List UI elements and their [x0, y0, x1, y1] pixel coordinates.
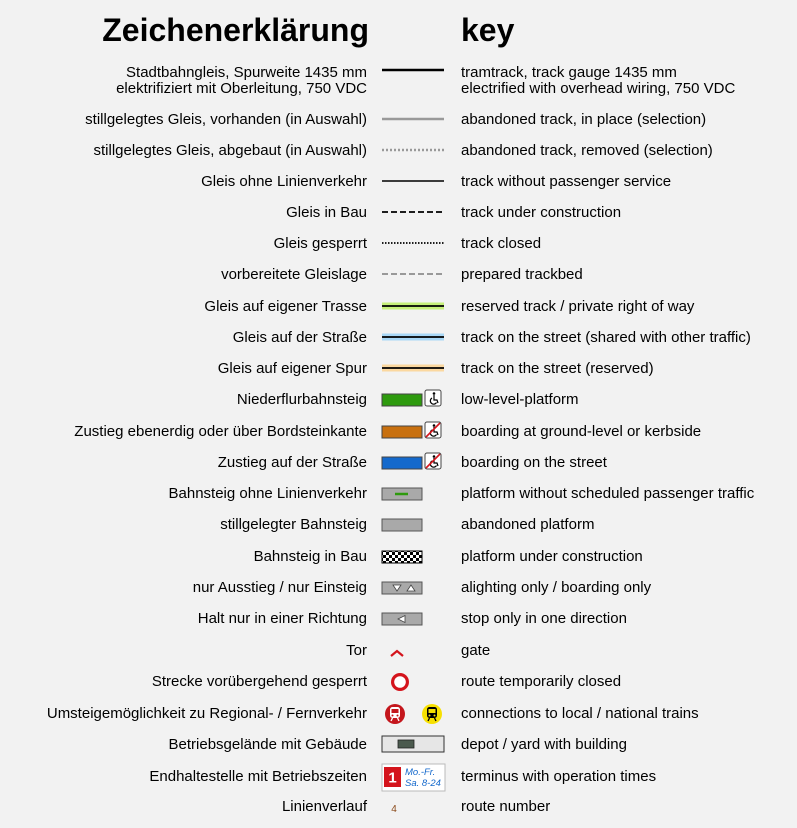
- legend-row-route-number: [0, 796, 797, 818]
- gray-dotted-line-icon: [380, 140, 448, 162]
- solid-thick-line-icon: [380, 62, 448, 100]
- german-label: nur Ausstieg / nur Einsteig: [192, 579, 367, 596]
- legend-row-prepared: [0, 264, 797, 286]
- title-english: key: [461, 12, 515, 48]
- green-glow-line-icon: [380, 296, 448, 318]
- english-label: route number: [461, 798, 551, 815]
- english-label: track closed: [461, 235, 542, 252]
- german-label: Tor: [346, 642, 367, 659]
- english-label: abandoned track, removed (selection): [461, 142, 713, 159]
- title-german: Zeichenerklärung: [102, 12, 369, 48]
- english-label: reserved track / private right of way: [461, 298, 695, 315]
- german-label: Zustieg auf der Straße: [217, 454, 367, 471]
- legend-row-connections: [0, 702, 797, 726]
- german-label: Bahnsteig ohne Linienverkehr: [168, 485, 367, 502]
- dotted-line-icon: [380, 233, 448, 255]
- german-label: Halt nur in einer Richtung: [197, 610, 367, 627]
- german-label: Bahnsteig in Bau: [253, 548, 367, 565]
- gray-dashed-line-icon: [380, 264, 448, 286]
- english-label: abandoned track, in place (selection): [461, 111, 707, 128]
- english-label: prepared trackbed: [461, 266, 583, 283]
- german-label: Gleis in Bau: [286, 204, 367, 221]
- legend-row-low-level: [0, 389, 797, 411]
- german-label: Zustieg ebenerdig oder über Bordsteinkante: [74, 423, 367, 440]
- german-label: Gleis auf eigener Spur: [217, 360, 367, 377]
- english-label: low-level-platform: [461, 391, 579, 408]
- legend-row-platform-construction: [0, 546, 797, 568]
- legend-row-reserved: [0, 296, 797, 318]
- terminus-saturday-hours: Sa. 8-24: [405, 778, 441, 789]
- english-label: gate: [461, 642, 491, 659]
- national-train-icon: [422, 704, 442, 724]
- legend-row-ground-level: [0, 421, 797, 443]
- german-label: Gleis auf eigener Trasse: [204, 298, 367, 315]
- english-label: platform without scheduled passenger traffic: [461, 485, 755, 502]
- terminus-badge-icon: [380, 763, 448, 791]
- orange-glow-line-icon: [380, 358, 448, 380]
- orange-platform-no-wheelchair-icon: [380, 421, 448, 443]
- legend-row-temp-closed: [0, 671, 797, 693]
- checkered-platform-icon: [380, 546, 448, 568]
- english-label: connections to local / national trains: [461, 705, 699, 722]
- english-label: boarding at ground-level or kerbside: [461, 423, 702, 440]
- german-label: vorbereitete Gleislage: [221, 266, 367, 283]
- english-label: stop only in one direction: [461, 610, 627, 627]
- legend-row-no-service: [0, 171, 797, 193]
- english-label: track without passenger service: [461, 173, 672, 190]
- german-label: stillgelegtes Gleis, vorhanden (in Auswahl): [85, 111, 367, 128]
- platform-triangles-icon: [380, 577, 448, 599]
- train-connection-icons: [380, 702, 448, 726]
- legend-row-platform-abandoned: [0, 514, 797, 536]
- german-label: Gleis gesperrt: [273, 235, 367, 252]
- legend-row-platform-no-service: [0, 483, 797, 505]
- legend-row-one-direction: [0, 608, 797, 630]
- german-label: Stadtbahngleis, Spurweite 1435 mm elektrifiziert mit Oberleitung, 750 VDC: [116, 64, 367, 97]
- gate-icon: [380, 640, 448, 662]
- german-label: Betriebsgelände mit Gebäude: [168, 736, 367, 753]
- terminus-line-number: 1: [388, 769, 397, 787]
- regional-train-icon: [385, 704, 405, 724]
- german-label: Umsteigemöglichkeit zu Regional- / Fernverkehr: [46, 705, 367, 722]
- gray-platform-green-bar-icon: [380, 483, 448, 505]
- german-label: Linienverlauf: [281, 798, 367, 815]
- blue-platform-no-wheelchair-icon: [380, 452, 448, 474]
- green-platform-wheelchair-icon: [380, 389, 448, 411]
- platform-left-triangle-icon: [380, 608, 448, 630]
- legend-row-terminus: [0, 763, 797, 791]
- english-label: depot / yard with building: [461, 736, 627, 753]
- route-number-label: 4: [391, 804, 397, 815]
- gray-platform-icon: [380, 514, 448, 536]
- terminus-weekday-hours: Mo.-Fr.: [405, 767, 436, 778]
- english-label: alighting only / boarding only: [461, 579, 652, 596]
- english-label: track on the street (reserved): [461, 360, 654, 377]
- english-label: terminus with operation times: [461, 768, 657, 785]
- legend-row-gate: [0, 640, 797, 662]
- depot-building-icon: [380, 734, 448, 756]
- english-label: track under construction: [461, 204, 622, 221]
- german-label: Strecke vorübergehend gesperrt: [151, 673, 367, 690]
- legend-row-closed: [0, 233, 797, 255]
- english-label: boarding on the street: [461, 454, 607, 471]
- english-label: abandoned platform: [461, 516, 595, 533]
- german-label: Gleis auf der Straße: [232, 329, 367, 346]
- legend-row-under-construction: [0, 202, 797, 224]
- legend-row-boarding-street: [0, 452, 797, 474]
- legend-row-abandoned-in-place: [0, 109, 797, 131]
- legend-row-depot: [0, 734, 797, 756]
- german-label: Gleis ohne Linienverkehr: [201, 173, 367, 190]
- dashed-line-icon: [380, 202, 448, 224]
- english-label: platform under construction: [461, 548, 643, 565]
- english-label: route temporarily closed: [461, 673, 622, 690]
- route-number-icon: [380, 796, 448, 818]
- legend-row-tramtrack: [0, 62, 797, 100]
- thin-line-icon: [380, 171, 448, 193]
- german-label: stillgelegtes Gleis, abgebaut (in Auswahl): [93, 142, 367, 159]
- gray-line-icon: [380, 109, 448, 131]
- english-label: track on the street (shared with other traffic): [461, 329, 751, 346]
- german-label: Niederflurbahnsteig: [236, 391, 367, 408]
- legend-row-alighting-boarding: [0, 577, 797, 599]
- german-label: stillgelegter Bahnsteig: [220, 516, 367, 533]
- german-label: Endhaltestelle mit Betriebszeiten: [149, 768, 367, 785]
- legend-row-street: [0, 327, 797, 349]
- legend-row-own-lane: [0, 358, 797, 380]
- english-label: tramtrack, track gauge 1435 mm electrified with overhead wiring, 750 VDC: [461, 64, 736, 97]
- blue-glow-line-icon: [380, 327, 448, 349]
- legend-row-abandoned-removed: [0, 140, 797, 162]
- red-ring-icon: [380, 671, 448, 693]
